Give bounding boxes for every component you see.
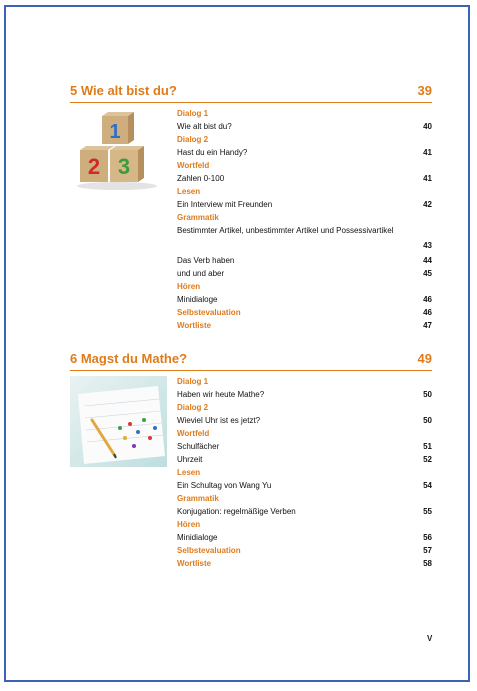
chapter-5 — [70, 83, 432, 330]
number-blocks-image — [70, 110, 160, 190]
toc-section[interactable]: Hören — [177, 520, 201, 529]
block-digit-3: 3 — [117, 154, 131, 179]
toc-section[interactable]: Selbstevaluation 46 — [177, 308, 432, 317]
toc-entry[interactable]: Das Verb haben 44 — [177, 256, 432, 265]
chapter-entries — [177, 375, 432, 570]
toc-entry[interactable]: Zahlen 0-100 41 — [177, 174, 432, 183]
toc-entry[interactable]: Ein Interview mit Freunden 42 — [177, 200, 432, 209]
chapter-title: 6 Magst du Mathe? — [70, 351, 188, 366]
toc-entry[interactable]: Konjugation: regelmäßige Verben 55 — [177, 507, 432, 516]
toc-section[interactable]: Wortfeld — [177, 429, 210, 438]
toc-section[interactable]: Selbstevaluation 57 — [177, 546, 432, 555]
toc-section[interactable]: Wortliste 47 — [177, 321, 432, 330]
chapter-entries — [177, 107, 432, 332]
block-digit-1: 1 — [109, 121, 121, 143]
chapter-header — [70, 352, 432, 371]
toc-entry[interactable]: Wieviel Uhr ist es jetzt? 50 — [177, 416, 432, 425]
toc-entry[interactable]: und und aber 45 — [177, 269, 432, 278]
toc-section[interactable]: Dialog 2 — [177, 135, 209, 144]
toc-entry[interactable]: Ein Schultag von Wang Yu 54 — [177, 481, 432, 490]
toc-section[interactable]: Lesen — [177, 187, 201, 196]
toc-section[interactable]: Grammatik — [177, 494, 219, 503]
page-folio: V — [427, 634, 433, 643]
toc-section[interactable]: Dialog 2 — [177, 403, 209, 412]
chapter-page-number: 39 — [417, 83, 432, 98]
toc-entry[interactable]: Wie alt bist du? 40 — [177, 122, 432, 131]
chapter-title: 5 Wie alt bist du? — [70, 83, 177, 98]
toc-section[interactable]: Wortfeld — [177, 161, 210, 170]
toc-section[interactable]: Hören — [177, 282, 201, 291]
block-digit-2: 2 — [87, 154, 101, 179]
chapter-6 — [70, 351, 432, 568]
toc-entry[interactable]: Minidialoge 56 — [177, 533, 432, 542]
toc-entry[interactable]: Schulfächer 51 — [177, 442, 432, 451]
toc-section[interactable]: Dialog 1 — [177, 109, 209, 118]
toc-section[interactable]: Dialog 1 — [177, 377, 209, 386]
chapter-page-number: 49 — [417, 351, 432, 366]
toc-section[interactable]: Lesen — [177, 468, 201, 477]
toc-entry[interactable]: Bestimmter Artikel, unbestimmter Artikel und Possessivartikel — [177, 226, 394, 235]
toc-entry-continuation[interactable]: 43 — [423, 241, 432, 250]
toc-entry[interactable]: Minidialoge 46 — [177, 295, 432, 304]
toc-section[interactable]: Grammatik — [177, 213, 219, 222]
chapter-header — [70, 84, 432, 103]
toc-entry[interactable]: Hast du ein Handy? 41 — [177, 148, 432, 157]
math-worksheet-image — [70, 376, 167, 467]
toc-section[interactable]: Wortliste 58 — [177, 559, 432, 568]
toc-entry[interactable]: Uhrzeit 52 — [177, 455, 432, 464]
toc-entry[interactable]: Haben wir heute Mathe? 50 — [177, 390, 432, 399]
